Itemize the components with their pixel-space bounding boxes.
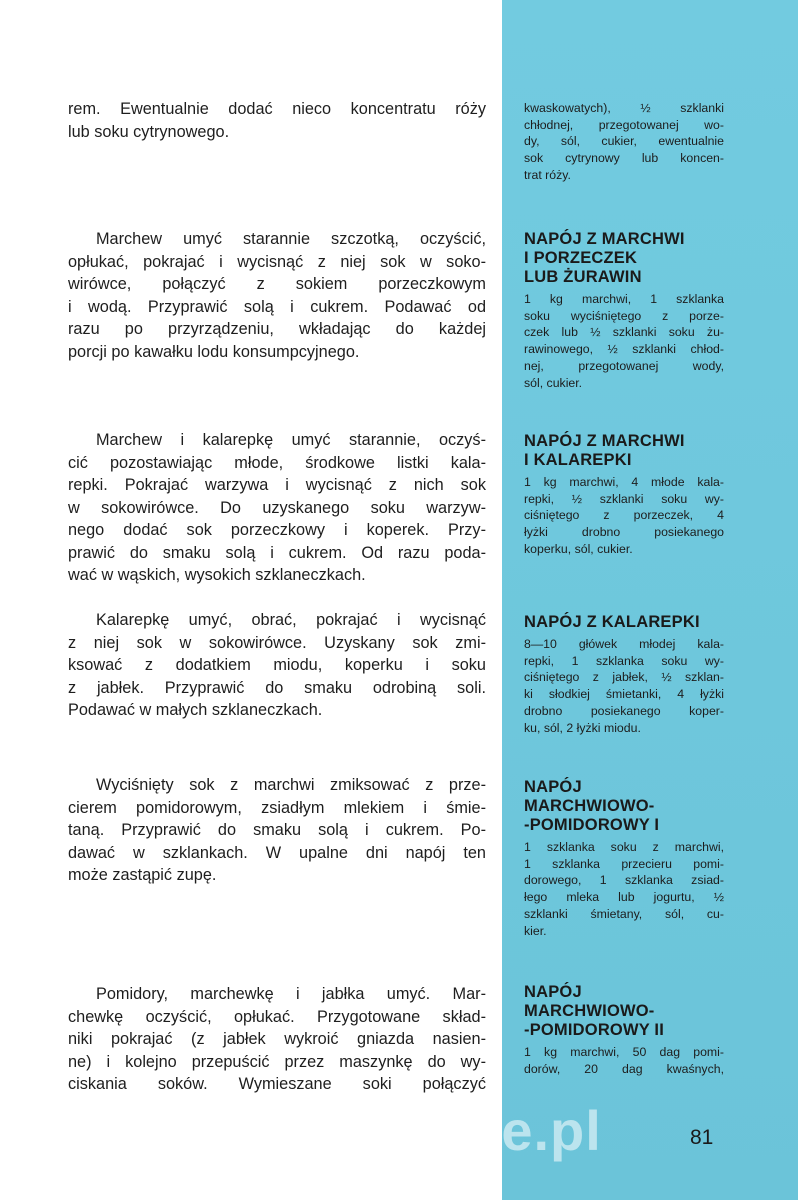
text-line: chłodnej, przegotowanej wo-	[524, 117, 724, 132]
page-number: 81	[690, 1126, 714, 1149]
text-line: sok cytrynowy lub koncen-	[524, 151, 724, 166]
text-line: porcji po kawałku lodu konsumpcyjnego.	[68, 342, 360, 361]
title-line: I KALAREPKI	[524, 451, 632, 469]
text-line: 1 kg marchwi, 50 dag pomi-	[524, 1045, 724, 1059]
title-line: -POMIDOROWY I	[524, 816, 660, 834]
text-line: dy, sól, cukier, ewentualnie	[524, 134, 724, 149]
text-line: repki, ½ szklanki soku wy-	[524, 491, 724, 506]
text-line: rem. Ewentualnie dodać nieco koncentratu róży	[68, 100, 486, 118]
title-line: MARCHWIOWO-	[524, 797, 655, 815]
text-line: wać w wąskich, wysokich szklaneczkach.	[68, 566, 366, 584]
recipe-title	[524, 230, 724, 287]
text-line: nej, przegotowanej wody,	[524, 358, 724, 373]
text-line: wirówce, połączyć z sokiem porzeczkowym	[68, 275, 486, 293]
watermark: wedlinydomowe.pl	[88, 1099, 602, 1162]
text-line: Pomidory, marchewkę i jabłka umyć. Mar-	[96, 985, 486, 1003]
recipe-block-kalarepka	[524, 613, 724, 736]
title-line: -POMIDOROWY II	[524, 1021, 664, 1039]
ingredients-text	[524, 100, 724, 184]
ingredients-sidebar	[502, 0, 798, 1200]
text-line: Kalarepkę umyć, obrać, pokrajać i wycisnąć	[96, 611, 486, 629]
text-line: Marchew i kalarepkę umyć starannie, oczyś-	[96, 431, 486, 449]
ingredients-text	[524, 839, 724, 939]
text-line: z jabłek. Przyprawić do smaku odrobiną soli.	[68, 678, 486, 697]
paragraph-6	[68, 983, 486, 1096]
text-line: trat róży.	[524, 167, 571, 182]
text-line: 1 kg marchwi, 1 szklanka	[524, 292, 724, 306]
title-line: LUB ŻURAWIN	[524, 268, 642, 286]
text-line: repki. Pokrajać warzywa i wycisnąć z nich sok	[68, 476, 486, 494]
title-line: MARCHWIOWO-	[524, 1002, 655, 1020]
text-line: Podawać w małych szklaneczkach.	[68, 701, 323, 719]
recipe-title	[524, 778, 724, 835]
text-line: ciskania soków. Wymieszane soki połączyć	[68, 1075, 486, 1093]
text-line: repki, 1 szklanka soku wy-	[524, 653, 724, 668]
text-line: ne) i kolejno przepuścić przez maszynkę do wy-	[68, 1052, 486, 1071]
text-line: Marchew umyć starannie szczotką, oczyścić,	[96, 230, 486, 248]
text-line: 8—10 główek młodej kala-	[524, 637, 724, 651]
text-line: kwaskowatych), ½ szklanki	[524, 101, 724, 115]
text-line: i wodą. Przyprawić solą i cukrem. Podawać od	[68, 297, 486, 316]
text-line: ciśniętego z jabłek, ½ szklan-	[524, 670, 724, 685]
recipe-block-marchew-kalarepka	[524, 432, 724, 558]
text-line: razu po przyrządzeniu, wkładając do każdej	[68, 320, 486, 338]
recipe-block-marchwiowo-pomidorowy-1	[524, 778, 724, 939]
ingredients-text	[524, 636, 724, 736]
title-line: NAPÓJ Z KALAREPKI	[524, 613, 700, 631]
text-line: drobno posiekanego koper-	[524, 703, 724, 718]
text-line: dorów, 20 dag kwaśnych,	[524, 1061, 724, 1076]
text-line: łego mleka lub jogurtu, ½	[524, 890, 724, 905]
text-line: nego dodać sok porzeczkowy i koperek. Przy-	[68, 521, 486, 539]
text-line: cierem pomidorowym, zsiadłym mlekiem i śmie-	[68, 798, 486, 817]
text-line: opłukać, pokrajać i wycisnąć z niej sok w soko-	[68, 252, 486, 271]
paragraph-5	[68, 774, 486, 887]
ingredients-text	[524, 291, 724, 391]
text-line: taną. Przyprawić do smaku solą i cukrem. Po-	[68, 821, 486, 839]
text-line: soku wyciśniętego z porze-	[524, 308, 724, 323]
text-line: chewkę oczyścić, opłukać. Przygotowane skład-	[68, 1007, 486, 1026]
text-line: szklanki śmietany, sól, cu-	[524, 906, 724, 921]
ingredients-text	[524, 1044, 724, 1077]
title-line: NAPÓJ	[524, 778, 582, 796]
paragraph-2	[68, 228, 486, 363]
ingredients-text	[524, 474, 724, 558]
text-line: ciśniętego z porzeczek, 4	[524, 508, 724, 523]
title-line: I PORZECZEK	[524, 249, 638, 267]
text-line: czek lub ½ szklanki soku żu-	[524, 325, 724, 340]
text-line: ku, sól, 2 łyżki miodu.	[524, 720, 641, 735]
recipe-title	[524, 613, 724, 632]
recipe-block-marchew-porzeczki	[524, 230, 724, 391]
text-line: cić pozostawiając młode, środkowe listki kala-	[68, 453, 486, 472]
title-line: NAPÓJ	[524, 983, 582, 1001]
text-line: może zastąpić zupę.	[68, 866, 217, 884]
paragraph-4	[68, 609, 486, 722]
text-line: 1 szklanka przecieru pomi-	[524, 856, 724, 871]
text-line: dorowego, 1 szklanka zsiad-	[524, 873, 724, 888]
text-line: 1 szklanka soku z marchwi,	[524, 840, 724, 854]
recipe-title	[524, 432, 724, 470]
text-line: łyżki drobno posiekanego	[524, 525, 724, 540]
recipe-title	[524, 983, 724, 1040]
text-line: kier.	[524, 923, 547, 938]
text-line: ki słodkiej śmietanki, 4 łyżki	[524, 687, 724, 702]
text-line: 1 kg marchwi, 4 młode kala-	[524, 475, 724, 489]
text-line: lub soku cytrynowego.	[68, 122, 230, 141]
text-line: sól, cukier.	[524, 375, 583, 390]
title-line: NAPÓJ Z MARCHWI	[524, 230, 685, 248]
text-line: z niej sok w sokowirówce. Uzyskany sok zmi-	[68, 633, 486, 652]
paragraph-3	[68, 429, 486, 587]
text-line: rawinowego, ½ szklanki chłod-	[524, 342, 724, 357]
text-line: niki pokrajać (z jabłek wykroić gniazda nasien-	[68, 1030, 486, 1048]
recipe-block-marchwiowo-pomidorowy-2	[524, 983, 724, 1077]
ingredients-block-continued	[524, 100, 724, 184]
text-line: ksować z dodatkiem miodu, koperku i soku	[68, 656, 486, 674]
paragraph-1	[68, 98, 486, 143]
text-line: koperku, sól, cukier.	[524, 541, 633, 556]
text-line: w sokowirówce. Do uzyskanego soku warzyw-	[68, 498, 486, 517]
title-line: NAPÓJ Z MARCHWI	[524, 432, 685, 450]
text-line: Wyciśnięty sok z marchwi zmiksować z prze-	[96, 776, 486, 794]
text-line: dawać w szklankach. W upalne dni napój ten	[68, 843, 486, 862]
text-line: prawić do smaku solą i cukrem. Od razu poda-	[68, 543, 486, 562]
